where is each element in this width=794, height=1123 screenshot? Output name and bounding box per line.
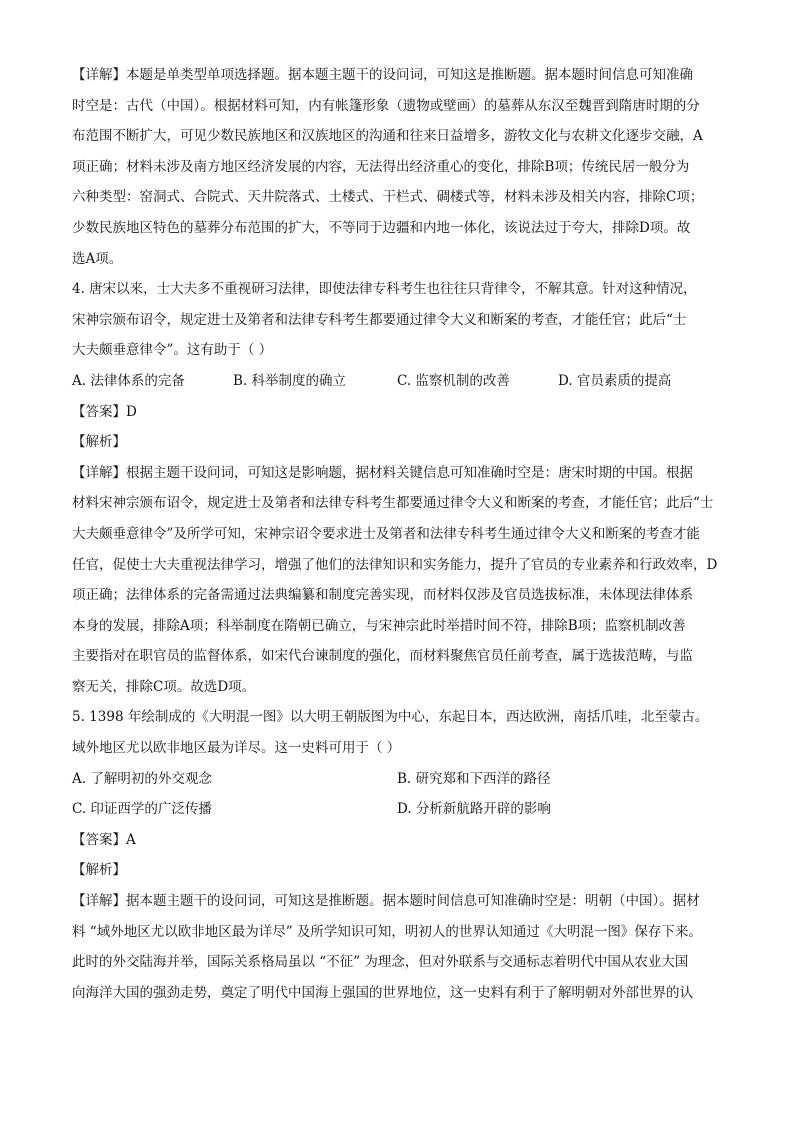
option-c: C. 印证西学的广泛传播 xyxy=(72,801,212,818)
text-line: 时空是：古代（中国）。根据材料可知，内有帐篷形象（遗物或壁画）的墓葬从东汉至魏晋到隋唐时期的分 xyxy=(72,97,700,114)
question-5 xyxy=(72,702,732,1008)
text-line: 察无关，排除C项。故选D项。 xyxy=(72,678,256,695)
text-line: 料 “域外地区尤以欧非地区最为详尽” 及所学知识可知，明初人的世界认知通过《大明混一图》保存下来。 xyxy=(72,923,702,940)
option-a: A. 法律体系的完备 xyxy=(72,372,185,389)
text-line: 项正确；法律体系的完备需通过法典编纂和制度完善实现，而材料仅涉及官员选拔标准，未体现法律体系 xyxy=(72,587,693,604)
question-stem-line: 域外地区尤以欧非地区最为详尽。这一史料可用于（ ） xyxy=(72,740,401,757)
text-line: 【详解】根据主题干设问词，可知这是影响题，据材料关键信息可知准确时空是：唐宋时期的中国。根据 xyxy=(72,464,693,481)
option-b: B. 研究郑和下西洋的路径 xyxy=(397,770,551,787)
text-line: 六种类型：窑洞式、合院式、天井院落式、土楼式、干栏式、碉楼式等，材料未涉及相关内容，排除C项； xyxy=(72,189,704,206)
option-d: D. 官员素质的提高 xyxy=(558,372,672,389)
option-b: B. 科举制度的确立 xyxy=(233,372,347,389)
document-page xyxy=(72,60,732,1008)
option-c: C. 监察机制的改善 xyxy=(397,372,510,389)
text-line: 主要指对在职官员的监督体系，如宋代台谏制度的强化，而材料聚焦官员任前考查，属于选拔范畴，与监 xyxy=(72,648,693,665)
analysis-label: 【解析】 xyxy=(72,862,126,879)
question-stem-line: 5. 1398 年绘制成的《大明混一图》以大明王朝版图为中心，东起日本，西达欧洲，南括爪哇，北至蒙古。 xyxy=(72,709,709,726)
text-line: 材料宋神宗颁布诏令，规定进士及第者和法律专科考生都要通过律令大义和断案的考查，才能任官；此后“士 xyxy=(72,495,714,512)
answer-options-row-2 xyxy=(72,794,732,825)
text-line: 选A项。 xyxy=(72,250,123,267)
question-stem-line: 大夫颇垂意律令”。这有助于（ ） xyxy=(72,342,273,359)
text-line: 项正确；材料未涉及南方地区经济发展的内容，无法得出经济重心的变化，排除B项；传统民居一般分为 xyxy=(72,158,690,175)
text-line: 向海洋大国的强劲走势，奠定了明代中国海上强国的世界地位，这一史料有利于了解明朝对外部世界的认 xyxy=(72,984,693,1001)
option-d: D. 分析新航路开辟的影响 xyxy=(397,801,551,818)
analysis-label: 【解析】 xyxy=(72,434,126,451)
option-a: A. 了解明初的外交观念 xyxy=(72,770,212,787)
question-stem-line: 宋神宗颁布诏令，规定进士及第者和法律专科考生都要通过律令大义和断案的考查，才能任官；此后“士 xyxy=(72,311,687,328)
answer-label: 【答案】D xyxy=(72,403,137,420)
answer-label: 【答案】A xyxy=(72,831,136,848)
q3-explanation xyxy=(72,60,732,274)
question-4 xyxy=(72,274,732,702)
answer-options xyxy=(72,366,732,397)
answer-options-row-1 xyxy=(72,764,732,795)
text-line: 任官，促使士大夫重视法律学习，增强了他们的法律知识和实务能力，提升了官员的专业素养和行政效率，D xyxy=(72,556,718,573)
question-stem-line: 4. 唐宋以来，士大夫多不重视研习法律，即使法律专科考生也往往只背律令，不解其意。针对这种情况， xyxy=(72,281,697,298)
text-line: 此时的外交陆海并举，国际关系格局虽以 “不征” 为理念，但对外联系与交通标志着明代中国从农业大国 xyxy=(72,954,689,971)
text-line: 【详解】本题是单类型单项选择题。据本题主题干的设问词，可知这是推断题。据本题时间信息可知准确 xyxy=(72,67,693,83)
text-line: 大夫颇垂意律令”及所学可知，宋神宗诏令要求进士及第者和法律专科考生通过律令大义和断案的考查才能 xyxy=(72,525,700,542)
text-line: 布范围不断扩大，可见少数民族地区和汉族地区的沟通和往来日益增多，游牧文化与农耕文化逐步交融，A xyxy=(72,128,703,145)
text-line: 【详解】据本题主题干的设问词，可知这是推断题。据本题时间信息可知准确时空是：明朝（中国）。据材 xyxy=(72,893,700,910)
text-line: 少数民族地区特色的墓葬分布范围的扩大，不等同于边疆和内地一体化，该说法过于夸大，排除D项。故 xyxy=(72,219,691,236)
text-line: 本身的发展，排除A项；科举制度在隋朝已确立，与宋神宗此时举措时间不符，排除B项；监察机制改善 xyxy=(72,617,686,634)
